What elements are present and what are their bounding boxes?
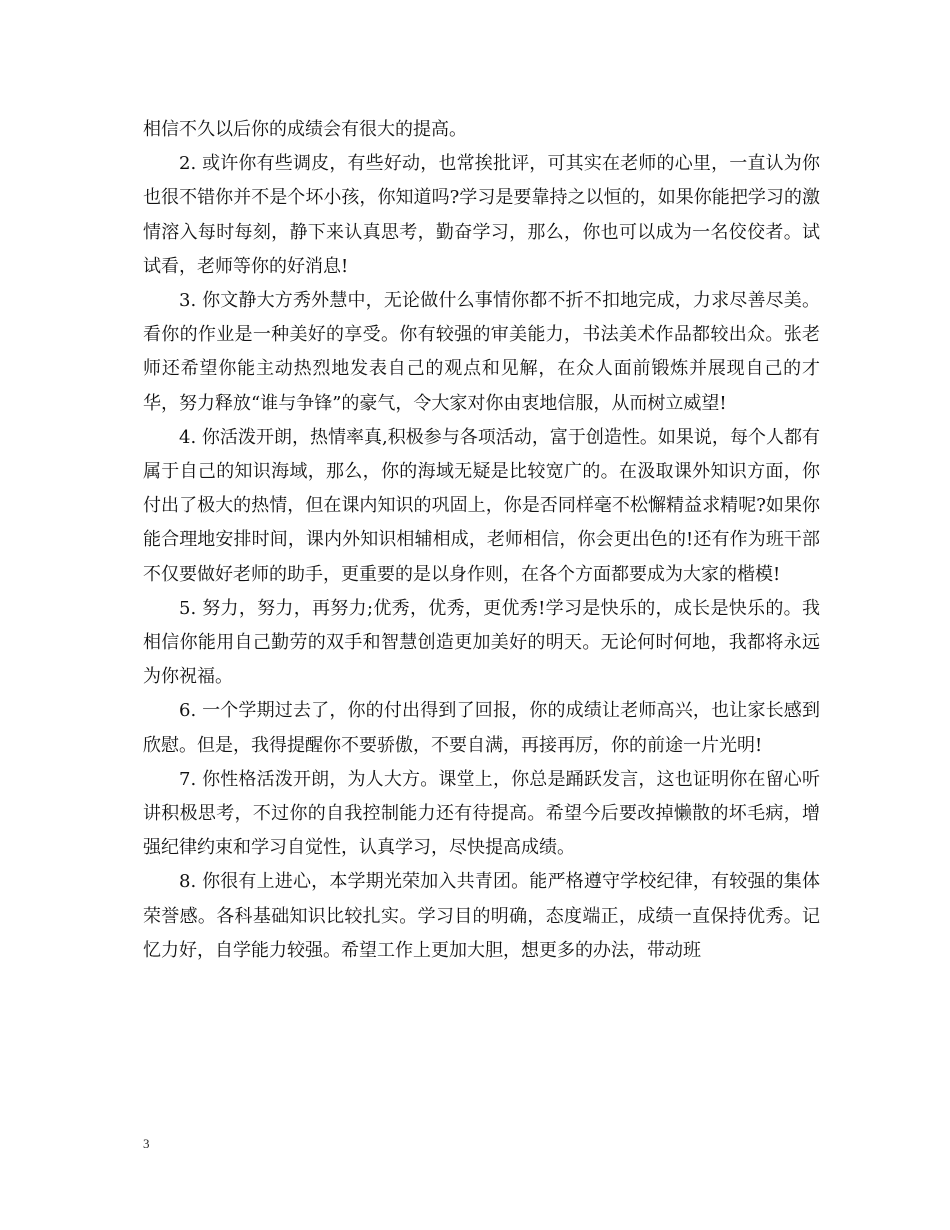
page-number: 3 xyxy=(143,1136,150,1151)
paragraph-7: 7. 你性格活泼开朗，为人大方。课堂上，你总是踊跃发言，这也证明你在留心听讲积极思考，不过你的自我控制能力还有待提高。希望今后要改掉懒散的坏毛病，增强纪律约束和学习自觉性，认真学习，尽快提高成绩。 xyxy=(143,768,820,859)
paragraph-2: 2. 或许你有些调皮，有些好动，也常挨批评，可其实在老师的心里，一直认为你也很不错你并不是个坏小孩，你知道吗?学习是要靠持之以恒的，如果你能把学习的激情溶入每时每刻，静下来认真思考，勤奋学习，那么，你也可以成为一名佼佼者。试试看，老师等你的好消息! xyxy=(143,153,820,277)
paragraph-5: 5. 努力，努力，再努力;优秀，优秀，更优秀!学习是快乐的，成长是快乐的。我相信你能用自己勤劳的双手和智慧创造更加美好的明天。无论何时何地，我都将永远为你祝福。 xyxy=(143,597,820,688)
paragraph-6: 6. 一个学期过去了，你的付出得到了回报，你的成绩让老师高兴，也让家长感到欣慰。但是，我得提醒你不要骄傲，不要自满，再接再厉，你的前途一片光明! xyxy=(143,700,820,756)
paragraph-4: 4. 你活泼开朗，热情率真,积极参与各项活动，富于创造性。如果说，每个人都有属于自己的知识海域，那么，你的海域无疑是比较宽广的。在汲取课外知识方面，你付出了极大的热情，但在课内知识的巩固上，你是否同样毫不松懈精益求精呢?如果你能合理地安排时间，课内外知识相辅相成，老师相信，你会更出色的!还有作为班干部不仅要做好老师的助手，更重要的是以身作则，在各个方面都要成为大家的楷模! xyxy=(143,426,820,585)
paragraph-continuation: 相信不久以后你的成绩会有很大的提高。 xyxy=(143,119,467,140)
document-page xyxy=(143,113,820,968)
paragraph-8: 8. 你很有上进心，本学期光荣加入共青团。能严格遵守学校纪律，有较强的集体荣誉感。各科基础知识比较扎实。学习目的明确，态度端正，成绩一直保持优秀。记忆力好，自学能力较强。希望工作上更加大胆，想更多的办法，带动班 xyxy=(143,871,820,961)
paragraph-3: 3. 你文静大方秀外慧中，无论做什么事情你都不折不扣地完成，力求尽善尽美。看你的作业是一种美好的享受。你有较强的审美能力，书法美术作品都较出众。张老师还希望你能主动热烈地发表自己的观点和见解，在众人面前锻炼并展现自己的才华，努力释放“谁与争锋”的豪气，令大家对你由衷地信服，从而树立威望! xyxy=(143,290,820,414)
